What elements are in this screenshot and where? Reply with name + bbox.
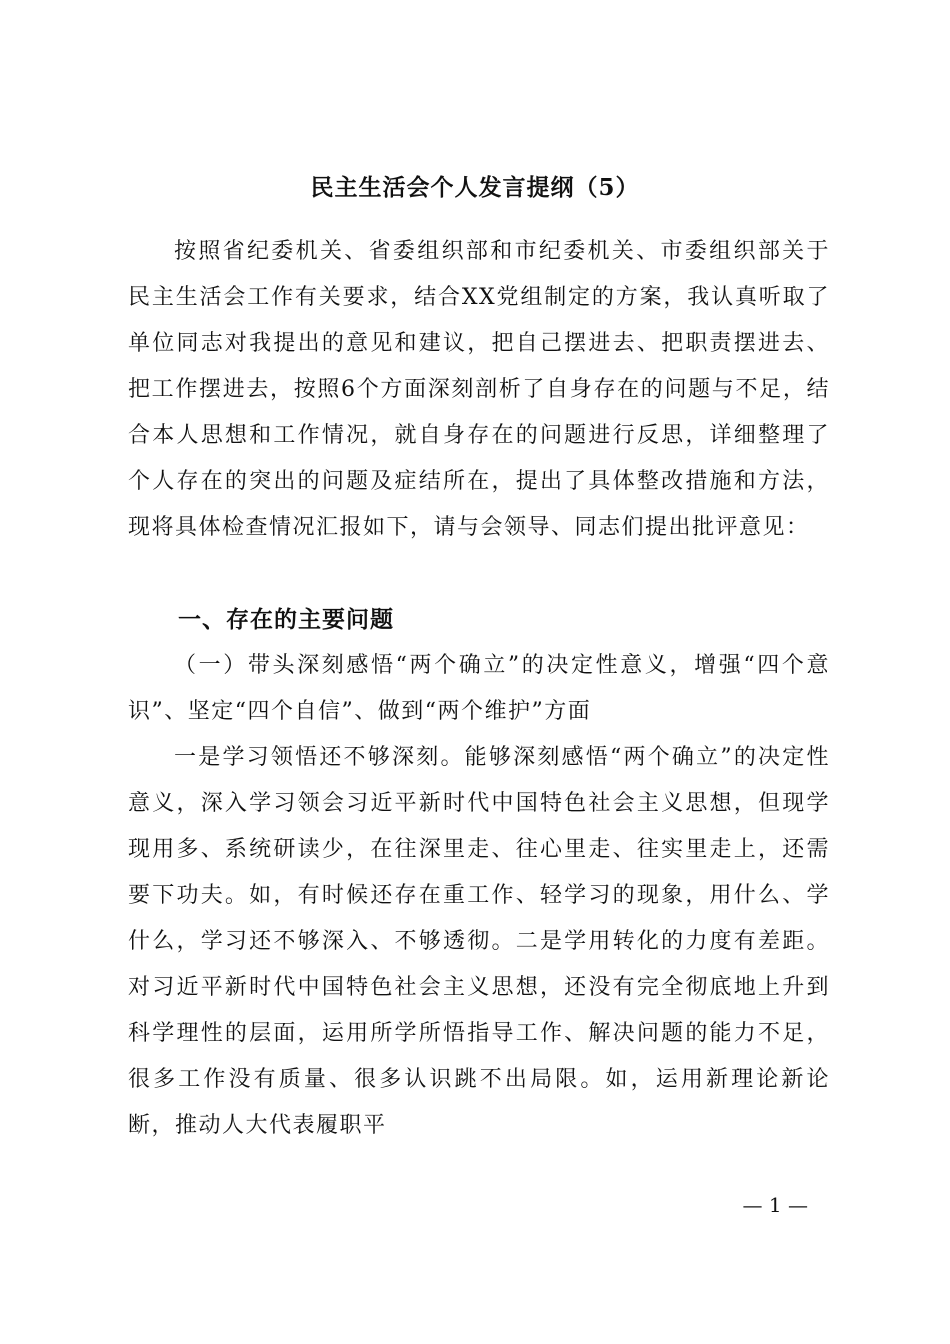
subsection-heading: （一）带头深刻感悟“两个确立”的决定性意义，增强“四个意识”、坚定“四个自信”、做到“两个维护”方面 [128,653,830,724]
page-number: — 1 — [742,1193,808,1217]
body-paragraph: 一是学习领悟还不够深刻。能够深刻感悟“两个确立”的决定性意义，深入学习领会习近平新时代中国特色社会主义思想，但现学现用多、系统研读少，在往深里走、往心里走、往实里走上，还需要下功夫。如，有时候还存在重工作、轻学习的现象，用什么、学什么，学习还不够深入、不够透彻。二是学用转化的力度有差距。对习近平新时代中国特色社会主义思想，还没有完全彻底地上升到科学理性的层面，运用所学所悟指导工作、解决问题的能力不足，很多工作没有质量、很多认识跳不出局限。如，运用新理论新论断，推动人大代表履职平 [128,745,830,1138]
intro-paragraph: 按照省纪委机关、省委组织部和市纪委机关、市委组织部关于民主生活会工作有关要求，结合XX党组制定的方案，我认真听取了单位同志对我提出的意见和建议，把自己摆进去、把职责摆进去、把工作摆进去，按照6个方面深刻剖析了自身存在的问题与不足，结合本人思想和工作情况，就自身存在的问题进行反思，详细整理了个人存在的突出的问题及症结所在，提出了具体整改措施和方法，现将具体检查情况汇报如下，请与会领导、同志们提出批评意见： [128,239,830,540]
document-title: 民主生活会个人发言提纲（5） [310,174,640,202]
section-heading: 一、存在的主要问题 [178,607,394,633]
